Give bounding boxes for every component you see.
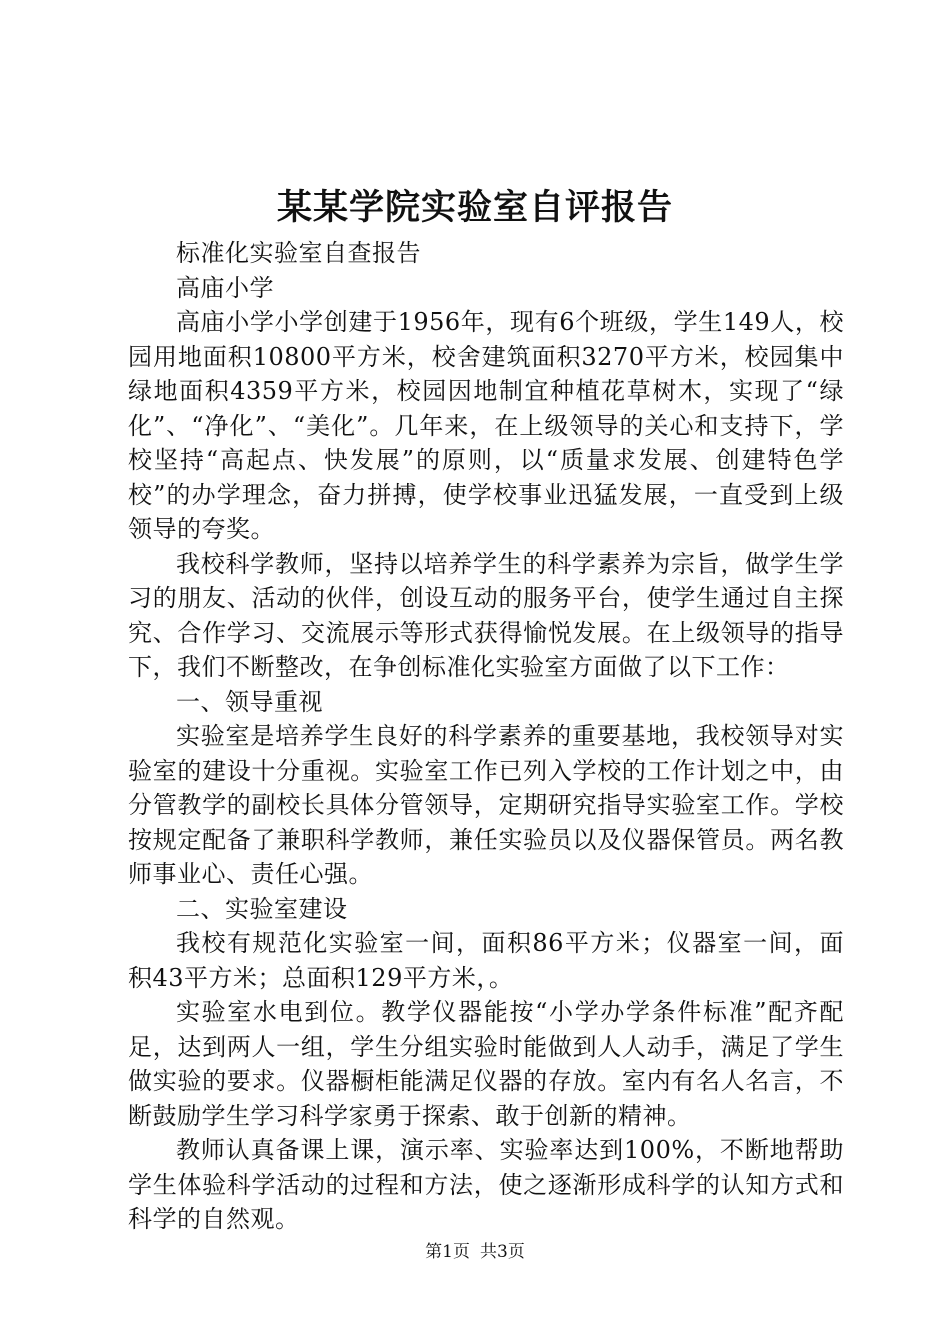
school-name-paragraph: 高庙小学 [176,273,274,302]
section-heading: 一、领导重视 [176,687,323,716]
page-total: 共3页 [480,1242,525,1262]
body-paragraph: 实验室是培养学生良好的科学素养的重要基地，我校领导对实验室的建设十分重视。实验室工作已列入学校的工作计划之中，由分管教学的副校长具体分管领导，定期研究指导实验室工作。学校按规定配备了兼职科学教师，兼任实验员以及仪器保管员。两名教师事业心、责任心强。 [128,722,844,888]
document-title: 某某学院实验室自评报告 [276,187,673,228]
body-paragraph: 高庙小学小学创建于1956年，现有6个班级，学生149人，校园用地面积10800平方米，校舍建筑面积3270平方米，校园集中绿地面积4359平方米，校园因地制宜种植花草树木，实现了“绿化”、“净化”、“美化”。几年来，在上级领导的关心和支持下，学校坚持“高起点、快发展”的原则，以“质量求发展、创建特色学校”的办学理念，奋力拼搏，使学校事业迅猛发展，一直受到上级领导的夸奖。 [128,308,844,543]
page-footer [0,1240,950,1264]
body-paragraph: 我校有规范化实验室一间，面积86平方米；仪器室一间，面积43平方米；总面积129平方米，。 [128,929,844,992]
section-heading: 二、实验室建设 [176,894,348,923]
body-paragraph: 我校科学教师，坚持以培养学生的科学素养为宗旨，做学生学习的朋友、活动的伙伴，创设互动的服务平台，使学生通过自主探究、合作学习、交流展示等形式获得愉悦发展。在上级领导的指导下，我们不断整改，在争创标准化实验室方面做了以下工作： [128,549,844,681]
subtitle-paragraph: 标准化实验室自查报告 [176,239,421,267]
body-paragraph: 教师认真备课上课，演示率、实验率达到100%，不断地帮助学生体验科学活动的过程和方法，使之逐渐形成科学的认知方式和科学的自然观。 [128,1136,844,1233]
page-number: 第1页 [425,1242,470,1262]
body-paragraph: 实验室水电到位。教学仪器能按“小学办学条件标准”配齐配足，达到两人一组，学生分组实验时能做到人人动手，满足了学生做实验的要求。仪器橱柜能满足仪器的存放。室内有名人名言，不断鼓励学生学习科学家勇于探索、敢于创新的精神。 [128,998,844,1130]
document-body [128,236,844,1237]
